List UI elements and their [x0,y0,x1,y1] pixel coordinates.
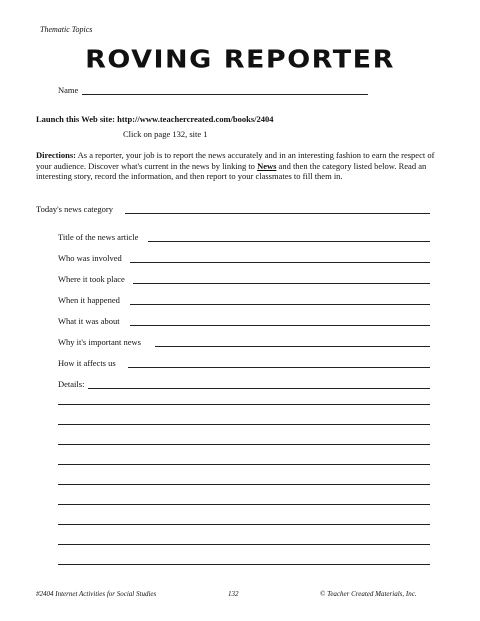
blank-line[interactable] [58,424,430,425]
field-line-who[interactable] [130,262,430,263]
blank-line[interactable] [58,464,430,465]
launch-label: Launch this Web site: [36,114,115,124]
footer-page-number: 132 [228,590,239,598]
field-label-when: When it happened [58,295,120,305]
field-label-how: How it affects us [58,358,116,368]
category-line[interactable] [125,213,430,214]
field-line-when[interactable] [130,304,430,305]
section-label: Thematic Topics [40,25,93,34]
field-line-where[interactable] [133,283,430,284]
launch-line [36,114,274,124]
field-label-title: Title of the news article [58,232,139,242]
click-instruction: Click on page 132, site 1 [123,129,208,139]
directions-text-2: and then the category listed below. Read an interesting story, record the information, and then report to your classmates to fill them in. [36,160,427,181]
page-title: ROVING REPORTER [85,45,395,74]
field-label-what: What it was about [58,316,120,326]
blank-line[interactable] [58,504,430,505]
blank-line[interactable] [58,524,430,525]
field-line-how[interactable] [128,367,430,368]
field-line-why[interactable] [155,346,430,347]
field-line-what[interactable] [130,325,430,326]
blank-line[interactable] [58,444,430,445]
blank-line[interactable] [58,544,430,545]
blank-line[interactable] [58,484,430,485]
field-label-who: Who was involved [58,253,122,263]
news-link[interactable]: News [257,160,277,171]
category-label: Today's news category [36,204,113,214]
directions-label: Directions: [36,150,76,160]
footer-copyright: © Teacher Created Materials, Inc. [320,590,417,598]
launch-url[interactable]: http://www.teachercreated.com/books/2404 [117,114,274,124]
field-label-details: Details: [58,379,85,389]
field-label-where: Where it took place [58,274,125,284]
directions-paragraph [36,150,440,182]
blank-line[interactable] [58,564,430,565]
field-label-why: Why it's important news [58,337,141,347]
footer-book-title: #2404 Internet Activities for Social Studies [36,590,157,598]
field-line-details[interactable] [88,388,430,389]
blank-line[interactable] [58,404,430,405]
name-label: Name [58,85,79,95]
name-line[interactable] [82,94,368,95]
directions-text-1: As a reporter, your job is to report the news accurately and in an interesting fashion to earn the respect of your audience. Discover what's current in the news by linking to [36,150,435,171]
field-line-title[interactable] [148,241,430,242]
